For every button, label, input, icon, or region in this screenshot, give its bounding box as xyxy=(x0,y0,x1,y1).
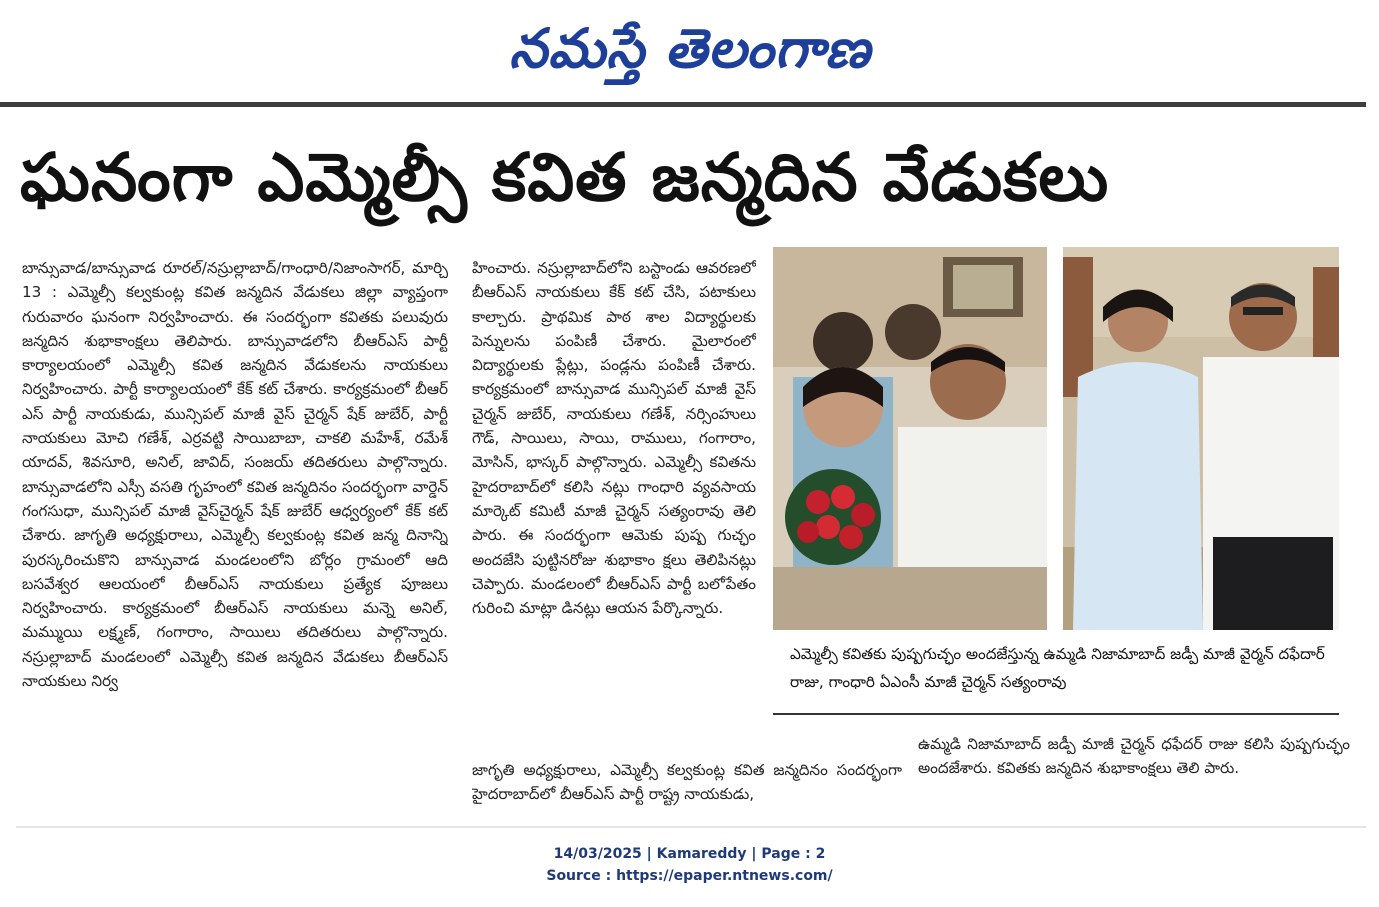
article-column-2-continued xyxy=(472,758,902,818)
newspaper-logo: నమస్తే తెలంగాణ xyxy=(509,16,871,80)
photo-caption: ఎమ్మెల్సీ కవితకు పుష్పగుచ్ఛం అందజేస్తున్న ఉమ్మడి నిజామాబాద్ జడ్పీ మాజీ వైర్మన్ దఫేదార్ రాజు, గాంధారి ఏఎంసీ మాజీ చైర్మన్ సత్యంరావు xyxy=(790,645,1325,691)
article-text-col3: ఉమ్మడి నిజామాబాద్ జడ్పీ మాజీ చైర్మన్ ధఫేదర్ రాజు కలిసి పుష్పగుచ్ఛం అందజేశారు. కవితకు జన్మదిన శుభాకాంక్షలు తెలి పారు. xyxy=(918,735,1350,778)
edition-info: 14/03/2025 | Kamareddy | Page : 2 xyxy=(553,846,826,862)
footer-divider xyxy=(16,826,1366,828)
article-headline: ఘనంగా ఎమ్మెల్సీ కవిత జన్మదిన వేడుకలు xyxy=(20,139,1110,216)
caption-rule xyxy=(773,713,1339,715)
masthead xyxy=(0,0,1379,100)
photo-bouquet-image xyxy=(773,247,1047,630)
article-column-3 xyxy=(918,732,1350,816)
masthead-rule xyxy=(0,102,1366,107)
article-text-col1: బాన్సువాడ/బాన్సువాడ రూరల్/నస్రుల్లాబాద్/గాంధారి/నిజాంసాగర్, మార్చి 13 : ఎమ్మెల్సీ కల్వకుంట్ల కవిత జన్మదిన వేడుకలు జిల్లా వ్యాప్తంగా గురువారం ఘనంగా నిర్వహించారు. ఈ సందర్భంగా కవితకు పలువురు జన్మదిన శుభాకాంక్షలు తెలిపారు. బాన్సువాడలోని బీఆర్ఎస్ పార్టీ కార్యాలయంలో ఎమ్మెల్సీ కవిత జన్మదిన వేడుకలను నాయకులు నిర్వహించారు. పార్టీ కార్యాలయంలో కేక్ కట్ చేశారు. కార్యక్రమంలో బీఆర్ ఎస్ పార్టీ నాయకుడు, మున్సిపల్ మాజీ వైస్ చైర్మన్ షేక్ జుబేర్, పార్టీ నాయకులు మోచి గణేశ్, ఎర్రవట్టి సాయిబాబా, చాకలి మహేశ్, రమేశ్ యాదవ్, శివసూరి, అనిల్, జావిద్, సంజయ్ తదితరులు పాల్గొన్నారు. బాన్సువాడలోని ఎస్సీ వసతి గృహంలో కవిత జన్మదినం సందర్భంగా వార్డెన్ గంగసుధా, మున్సిపల్ మాజీ వైస్‌చైర్మన్ షేక్ జుబేర్ ఆధ్వర్యంలో కేక్ కట్ చేశారు. జాగృతి అధ్యక్షురాలు, ఎమ్మెల్సీ కల్వకుంట్ల కవిత జన్మ దినాన్ని పురస్కరించుకొని బాన్సువాడ మండలంలోని బోర్లం గ్రామంలో ఆది బసవేశ్వర ఆలయంలో బీఆర్ఎస్ నాయకులు ప్రత్యేక పూజలు నిర్వహించారు. కార్యక్రమంలో బీఆర్ఎస్ నాయకులు మన్నె అనిల్, మమ్ముయి లక్ష్మణ్, గంగారాం, సాయిలు తదితరులు పాల్గొన్నారు. నస్రుల్లాబాద్ మండలంలో ఎమ్మెల్సీ కవిత జన్మదిన వేడుకలు బీఆర్ఎస్ నాయకులు నిర్వ xyxy=(22,259,448,691)
news-photo-meeting xyxy=(1063,247,1339,630)
photo-meeting-image xyxy=(1063,247,1339,630)
news-photo-bouquet xyxy=(773,247,1047,630)
article-column-2 xyxy=(472,256,756,756)
article-text-col2: హించారు. నస్రుల్లాబాద్‌లోని బస్టాండు ఆవరణలో బీఆర్ఎస్ నాయకులు కేక్ కట్ చేసి, పటాకులు కాల్చారు. ప్రాథమిక పాఠ శాల విద్యార్థులకు పెన్నులను పంపిణీ చేశారు. మైలారంలో విద్యార్థులకు ప్లేట్లు, పండ్లను పంపిణీ చేశారు. కార్యక్రమంలో బాన్సువాడ మున్సిపల్ మాజీ వైస్ చైర్మన్ జుబేర్, నాయకులు గణేశ్, నర్సింహులు గౌడ్, సాయిలు, సాయి, రాములు, గంగారాం, మోసిన్, భాస్కర్ పాల్గొన్నారు. ఎమ్మెల్సీ కవితను హైదరాబాద్‌లో కలిసి నట్లు గాంధారి వ్యవసాయ మార్కెట్ కమిటీ మాజీ చైర్మన్ సత్యంరావు తెలి పారు. ఈ సందర్భంగా ఆమెకు పుష్ప గుచ్ఛం అందజేసి పుట్టినరోజు శుభాకాం క్షలు తెలిపినట్లు చెప్పారు. మండలంలో బీఆర్ఎస్ పార్టీ బలోపేతం గురించి మాట్లా డినట్లు ఆయన పేర్కొన్నారు. xyxy=(472,259,756,618)
article-column-1 xyxy=(22,256,448,826)
source-link[interactable]: Source : https://epaper.ntnews.com/ xyxy=(546,868,833,884)
article-text-col2b: జాగృతి అధ్యక్షురాలు, ఎమ్మెల్సీ కల్వకుంట్ల కవిత జన్మదినం సందర్భంగా హైదరాబాద్‌లో బీఆర్ఎస్ పార్టీ రాష్ట్ర నాయకుడు, xyxy=(472,761,902,804)
